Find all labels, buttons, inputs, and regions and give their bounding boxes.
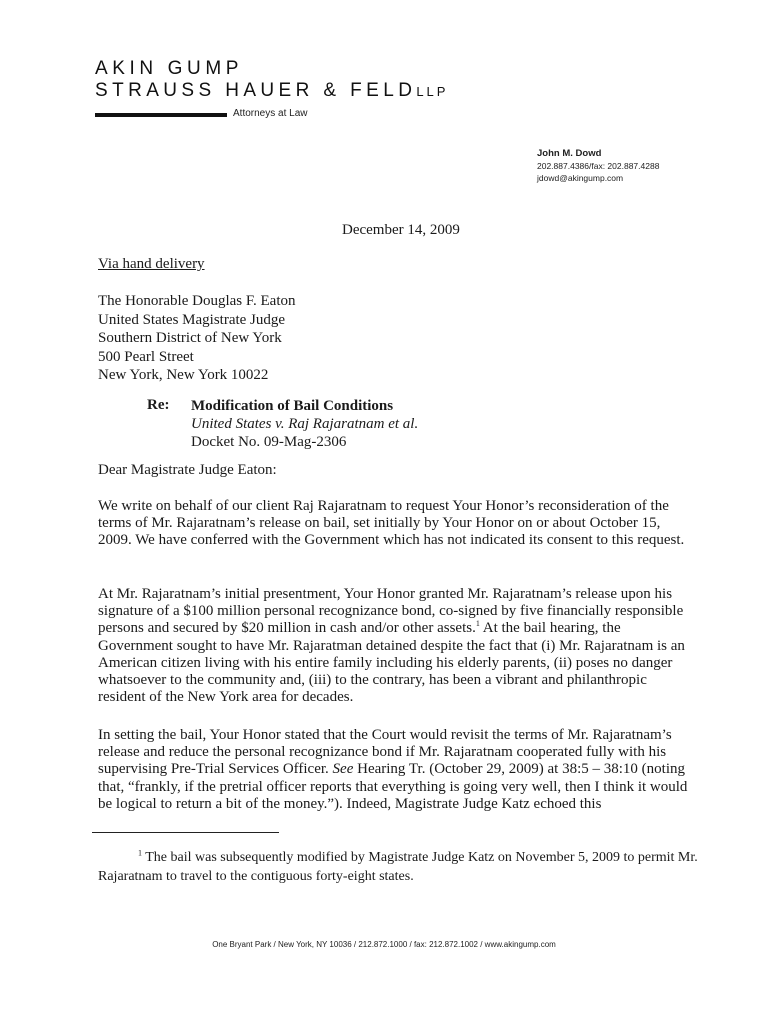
addressee-line: The Honorable Douglas F. Eaton	[98, 293, 296, 309]
firm-name-main: STRAUSS HAUER & FELD	[95, 80, 417, 101]
footnote-text: The bail was subsequently modified by Magistrate Judge Katz on November 5, 2009 to permit Mr. Rajaratnam to travel to the contiguous forty-eight states.	[98, 850, 698, 884]
delivery-method: Via hand delivery	[98, 256, 205, 272]
paragraph-text: In setting the bail, Your Honor stated that the Court would revisit the terms of Mr. Rajaratnam’s release and reduce the personal recognizance bond if Mr. Rajaratnam cooperated fully with his supervising Pre-Trial Services Officer.	[98, 727, 672, 778]
paragraph-text: Hearing Tr. (October 29, 2009) at 38:5 – 38:10 (noting that, “frankly, if the pretrial officer reports that everything is going very well, then I think it would be logical to return a bit of the money.”). Indeed, Magistrate Judge Katz echoed this	[98, 761, 688, 812]
paragraph-text: At the bail hearing, the Government sought to have Mr. Rajaratman detained despite the fact that (i) Mr. Rajaratnam is an American citizen living with his entire family including his elderly parents, (ii) poses no danger whatsoever to the community and, (iii) to the contrary, has been a vibrant and philanthropic resident of the New York area for decades.	[98, 620, 685, 706]
body-paragraph-3	[98, 727, 692, 813]
attorney-name: John M. Dowd	[537, 148, 602, 159]
addressee-line: Southern District of New York	[98, 330, 282, 346]
citation-signal: See	[332, 761, 354, 778]
re-subject: Modification of Bail Conditions	[191, 398, 394, 414]
footnote-reference: 1	[475, 619, 480, 629]
firm-suffix: LLP	[416, 84, 449, 99]
footnote-marker: 1	[138, 848, 142, 858]
addressee-line: New York, New York 10022	[98, 367, 269, 383]
letterhead-rule	[95, 113, 227, 117]
firm-name-line2	[95, 80, 448, 102]
firm-name-line1: AKIN GUMP	[95, 58, 244, 79]
attorney-contact	[537, 148, 659, 184]
salutation: Dear Magistrate Judge Eaton:	[98, 462, 277, 478]
re-label: Re:	[147, 397, 170, 413]
addressee-line: 500 Pearl Street	[98, 348, 194, 365]
letter-date: December 14, 2009	[342, 222, 460, 238]
body-paragraph-2	[98, 586, 692, 706]
attorney-phone: 202.887.4386/fax: 202.887.4288	[537, 161, 660, 171]
addressee-line: United States Magistrate Judge	[98, 311, 286, 328]
footnote	[98, 848, 718, 886]
re-case-caption: United States v. Raj Rajaratnam et al.	[191, 416, 419, 432]
page-footer-address: One Bryant Park / New York, NY 10036 / 212.872.1000 / fax: 212.872.1002 / www.akingump.com	[212, 940, 556, 949]
footnote-separator	[92, 832, 279, 833]
firm-tagline: Attorneys at Law	[233, 108, 308, 119]
paragraph-text: At Mr. Rajaratnam’s initial presentment, Your Honor granted Mr. Rajaratnam’s release upon his signature of a $100 million personal recognizance bond, co-signed by five financially responsible persons and secured by $20 million in cash and/or other assets.	[98, 586, 684, 637]
re-block	[191, 397, 418, 451]
re-docket: Docket No. 09-Mag-2306	[191, 434, 347, 450]
body-paragraph-1: We write on behalf of our client Raj Rajaratnam to request Your Honor’s reconsideration of the terms of Mr. Rajaratnam’s release on bail, set initially by Your Honor on or about October 15, 2009. We have conferred with the Government which has not indicated its consent to this request.	[98, 498, 685, 549]
addressee-block	[98, 292, 296, 385]
attorney-email: jdowd@akingump.com	[537, 173, 624, 183]
